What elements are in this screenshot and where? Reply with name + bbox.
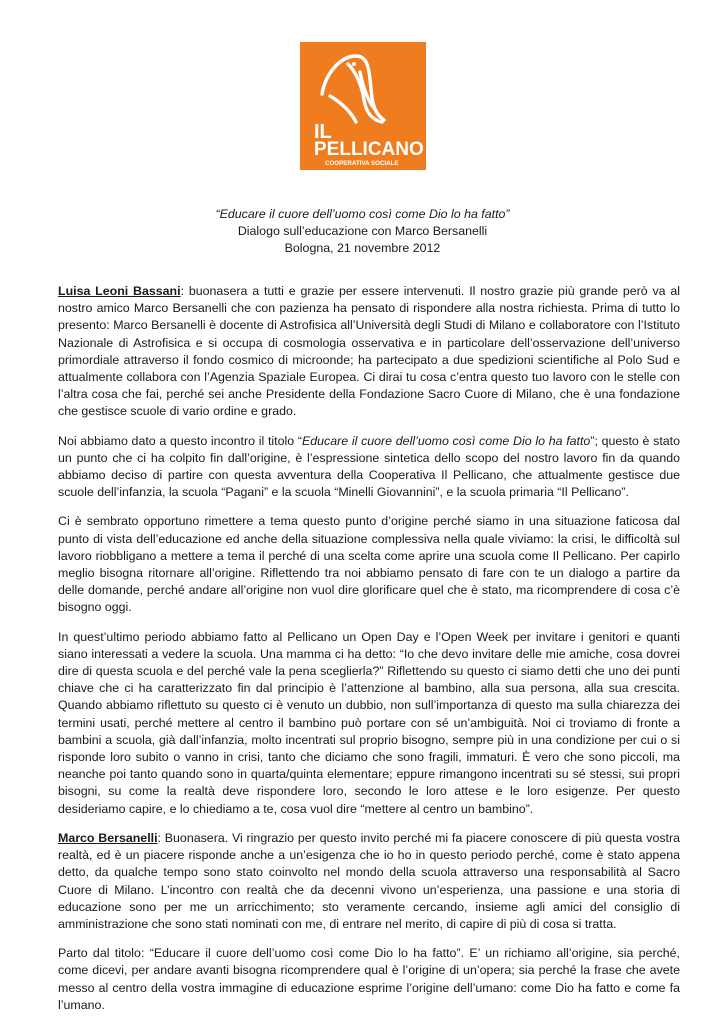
pellicano-logo: [300, 42, 426, 170]
paragraph-6: Parto dal titolo: “Educare il cuore dell’uomo così come Dio lo ha fatto”. E’ un richiamo all’origine, sia perché, come dicevi, per andare avanti bisogna ricomprendere qual è l’origine di un’opera; sia perché la frase che avete messo al centro della vostra immagine di educazione esprime l’origine dell’umano: come Dio ha fatto e come fa l’umano.: [58, 946, 680, 1012]
document-subtitle: Dialogo sull’educazione con Marco Bersanelli: [237, 224, 488, 238]
paragraph-5: [58, 830, 680, 933]
speaker-name: Luisa Leoni Bassani: [58, 284, 181, 298]
document-place-date: Bologna, 21 novembre 2012: [284, 241, 441, 255]
paragraph-1: [58, 283, 680, 421]
logo-line3: COOPERATIVA SOCIALE: [325, 160, 399, 167]
paragraph-text: : Buonasera. Vi ringrazio per questo invito perché mi fa piacere conoscere di più questa vostra realtà, ed è un piacere risponde anche a un’esigenza che io ho in questo periodo perché, come è stato appena detto, da qualche tempo sono stato coinvolto nel mondo della scuola attraverso una responsabilità al Sacro Cuore di Milano. L’incontro con realtà che da decenni vivono un’esperienza, una passione e una storia di educazione sono per me un arricchimento; sto veramente cercando, insieme agli amici del consiglio di amministrazione che sono stati nominati con me, di entrare nel merito, di capire di più di cosa si tratta.: [58, 830, 680, 931]
document-heading: [0, 206, 725, 257]
logo-line1: IL: [314, 121, 332, 143]
paragraph-text: ”; questo è stato un punto che ci ha colpito fin dall’origine, è l’espressione sintetica dello scopo del nostro lavoro fin da quando abbiamo deciso di partire con questa avventura della Cooperativa Il Pellicano, che attualmente gestisce due scuole dell’infanzia, la scuola “Pagani” e la scuola “Minelli Giovannini”, e la scuola primaria “Il Pellicano”.: [58, 433, 680, 500]
logo-line2: PELLICANO: [314, 139, 424, 160]
paragraph-2: [58, 433, 680, 502]
paragraph-4: In quest’ultimo periodo abbiamo fatto al Pellicano un Open Day e l’Open Week per invitare i genitori e quanti siano interessati a vedere la scuola. Una mamma ci ha detto: “Io che devo invitare delle mie amiche, cosa dovrei dire di questa scuola e del perché vale la pena sceglierla?” Riflettendo su questo ci siamo detti che uno dei punti chiave che ci ha caratterizzato fin dal principio è l’attenzione al bambino, alla sua persona, alla sua crescita. Quando abbiamo riflettuto su questo ci è venuto un dubbio, non sull’importanza di questo ma sulla chiarezza dei termini usati, perché mettere al centro il bambino può portare con sé un’ambiguità. Noi ci troviamo di fronte a bambini a scuola, già dall’infanzia, molto incentrati sul proprio bisogno, sempre più in una condizione per cui o si risponde loro subito o vanno in crisi, tanto che diciamo che sono fragili, immaturi. È vero che sono piccoli, ma neanche poi tanto quando sono in quarta/quinta elementare; eppure rimangono incentrati su sé stessi, sui propri bisogni, su come la realtà deve rispondere loro, secondo le loro attese e le loro esigenze. Per questo desideriamo capire, e lo chiediamo a te, cosa vuol dire “mettere al centro un bambino”.: [58, 629, 680, 816]
document-body: [58, 283, 680, 1026]
quoted-title: Educare il cuore dell’uomo così come Dio lo ha fatto: [301, 433, 591, 448]
paragraph-text: : buonasera a tutti e grazie per essere intervenuti. Il nostro grazie più grande però va al nostro amico Marco Bersanelli che con pazienza ha pensato di rispondere alla nostra richiesta. Prima di tutto lo presento: Marco Bersanelli è docente di Astrofisica all’Università degli Studi di Milano e collaboratore con l’Istituto Nazionale di Astrofisica e si occupa di cosmologia osservativa e in particolare dell’osservazione dell’universo primordiale attraverso il fondo cosmico di microonde; ha partecipato a due spedizioni scientifiche al Polo Sud e attualmente collabora con l’Agenzia Spaziale Europea. Ci dirai tu cosa c’entra questo tuo lavoro con le stelle con l’altra cosa che fai, perché sei anche Presidente della Fondazione Sacro Cuore di Milano, che è una fondazione che gestisce scuole di vario ordine e grado.: [58, 284, 680, 419]
pelican-icon: [300, 42, 426, 170]
document-title: “Educare il cuore dell’uomo così come Dio lo ha fatto”: [215, 207, 510, 221]
speaker-name: Marco Bersanelli: [58, 830, 158, 845]
paragraph-text: Noi abbiamo dato a questo incontro il titolo “: [58, 433, 302, 448]
paragraph-3: Ci è sembrato opportuno rimettere a tema questo punto d’origine perché siamo in una situazione faticosa dal punto di vista dell’educazione ed anche della situazione complessiva nella quale viviamo: la crisi, le difficoltà sul lavoro riobbligano a mettere a tema il perché di una scelta come aprire una scuola come Il Pellicano. Per capirlo meglio bisogna ritornare all’origine. Riflettendo tra noi abbiamo pensato di fare con te un dialogo a partire da delle domande, perché andare all’origine non vuol dire glorificare quel che è stato, ma ricomprendere di cosa c’è bisogno oggi.: [58, 514, 680, 615]
